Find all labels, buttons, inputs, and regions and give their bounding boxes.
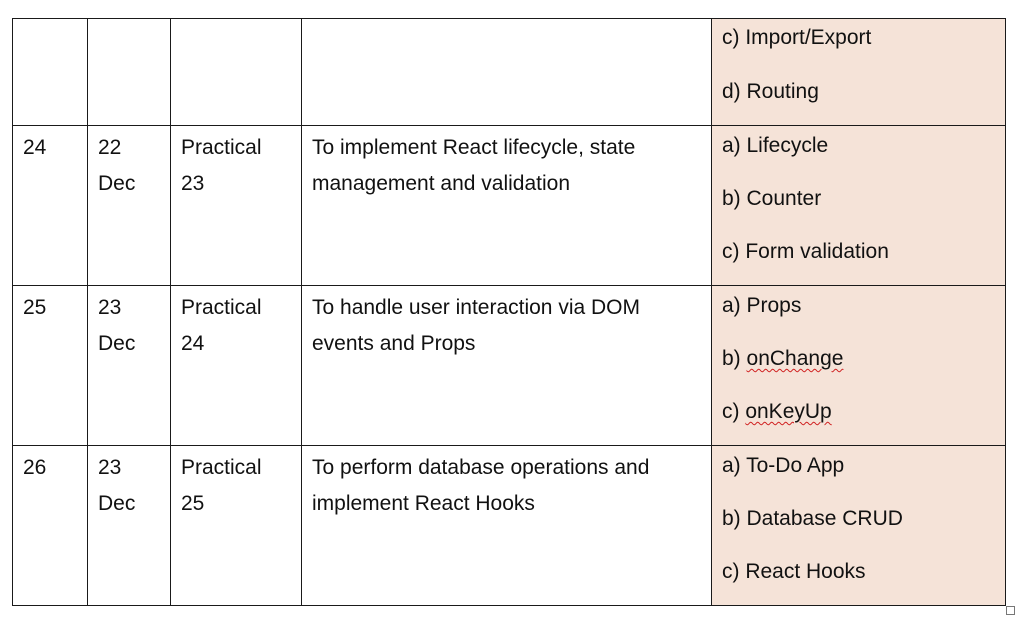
topic-text: a) Props <box>722 294 802 317</box>
date-line: Dec <box>98 172 136 195</box>
row-number-text: 25 <box>23 296 47 319</box>
practical-line: Practical <box>181 456 262 479</box>
topic-text: c) <box>722 400 746 423</box>
topic-text: a) Lifecycle <box>722 134 829 157</box>
practical-line: 23 <box>181 172 205 195</box>
date-line: Dec <box>98 332 136 355</box>
topic-item <box>722 19 995 72</box>
row-number-cell <box>13 126 88 286</box>
topic-item <box>722 126 995 179</box>
date-line: 23 <box>98 456 122 479</box>
date-line: 23 <box>98 296 122 319</box>
topics-cell <box>712 126 1006 286</box>
aim-cell <box>302 19 712 126</box>
aim-cell <box>302 126 712 286</box>
practical-line <box>181 59 291 95</box>
topic-item <box>722 446 995 499</box>
row-number-cell <box>13 446 88 606</box>
topic-item <box>722 499 995 552</box>
aim-text: To implement React lifecycle, state management and validation <box>312 136 636 195</box>
date-line <box>98 23 160 59</box>
practical-line: Practical <box>181 136 262 159</box>
topic-item <box>722 286 995 339</box>
table-resize-handle[interactable] <box>1006 606 1015 615</box>
practicals-table <box>12 18 1006 606</box>
topic-text: c) React Hooks <box>722 560 866 583</box>
topic-item <box>722 339 995 392</box>
date-cell <box>88 126 171 286</box>
topics-cell <box>712 19 1006 126</box>
row-number-cell <box>13 19 88 126</box>
practical-line: 25 <box>181 492 205 515</box>
topic-text: d) Routing <box>722 80 819 103</box>
topics-cell <box>712 286 1006 446</box>
practical-cell <box>171 126 302 286</box>
spellcheck-flagged-word: onChange <box>746 347 844 370</box>
practical-line: Practical <box>181 296 262 319</box>
table-row <box>13 446 1006 606</box>
topic-text: a) To-Do App <box>722 454 845 477</box>
date-cell <box>88 19 171 126</box>
table-body <box>13 19 1006 606</box>
aim-text: To handle user interaction via DOM events and Props <box>312 296 640 355</box>
topic-item <box>722 72 995 125</box>
topics-cell <box>712 446 1006 606</box>
topic-text: c) Form validation <box>722 240 889 263</box>
aim-text: To perform database operations and implement React Hooks <box>312 456 650 515</box>
topic-item <box>722 392 995 445</box>
date-cell <box>88 446 171 606</box>
row-number-text <box>23 19 77 23</box>
row-number-text: 24 <box>23 136 47 159</box>
aim-cell <box>302 446 712 606</box>
table-row <box>13 19 1006 126</box>
date-line <box>98 59 160 95</box>
row-number-text: 26 <box>23 456 47 479</box>
row-number-cell <box>13 286 88 446</box>
topic-item <box>722 552 995 605</box>
topic-text: b) <box>722 347 747 370</box>
topic-text: b) Counter <box>722 187 822 210</box>
practical-line: 24 <box>181 332 205 355</box>
date-cell <box>88 286 171 446</box>
topic-text: b) Database CRUD <box>722 507 903 530</box>
practical-cell <box>171 446 302 606</box>
practical-line <box>181 23 291 59</box>
topic-item <box>722 179 995 232</box>
topic-text: c) Import/Export <box>722 26 872 49</box>
table-row <box>13 126 1006 286</box>
topic-item <box>722 232 995 285</box>
spellcheck-flagged-word: onKeyUp <box>745 400 832 423</box>
aim-text <box>312 19 701 23</box>
practical-cell <box>171 286 302 446</box>
aim-cell <box>302 286 712 446</box>
date-line: Dec <box>98 492 136 515</box>
date-line: 22 <box>98 136 122 159</box>
practical-cell <box>171 19 302 126</box>
table-row <box>13 286 1006 446</box>
